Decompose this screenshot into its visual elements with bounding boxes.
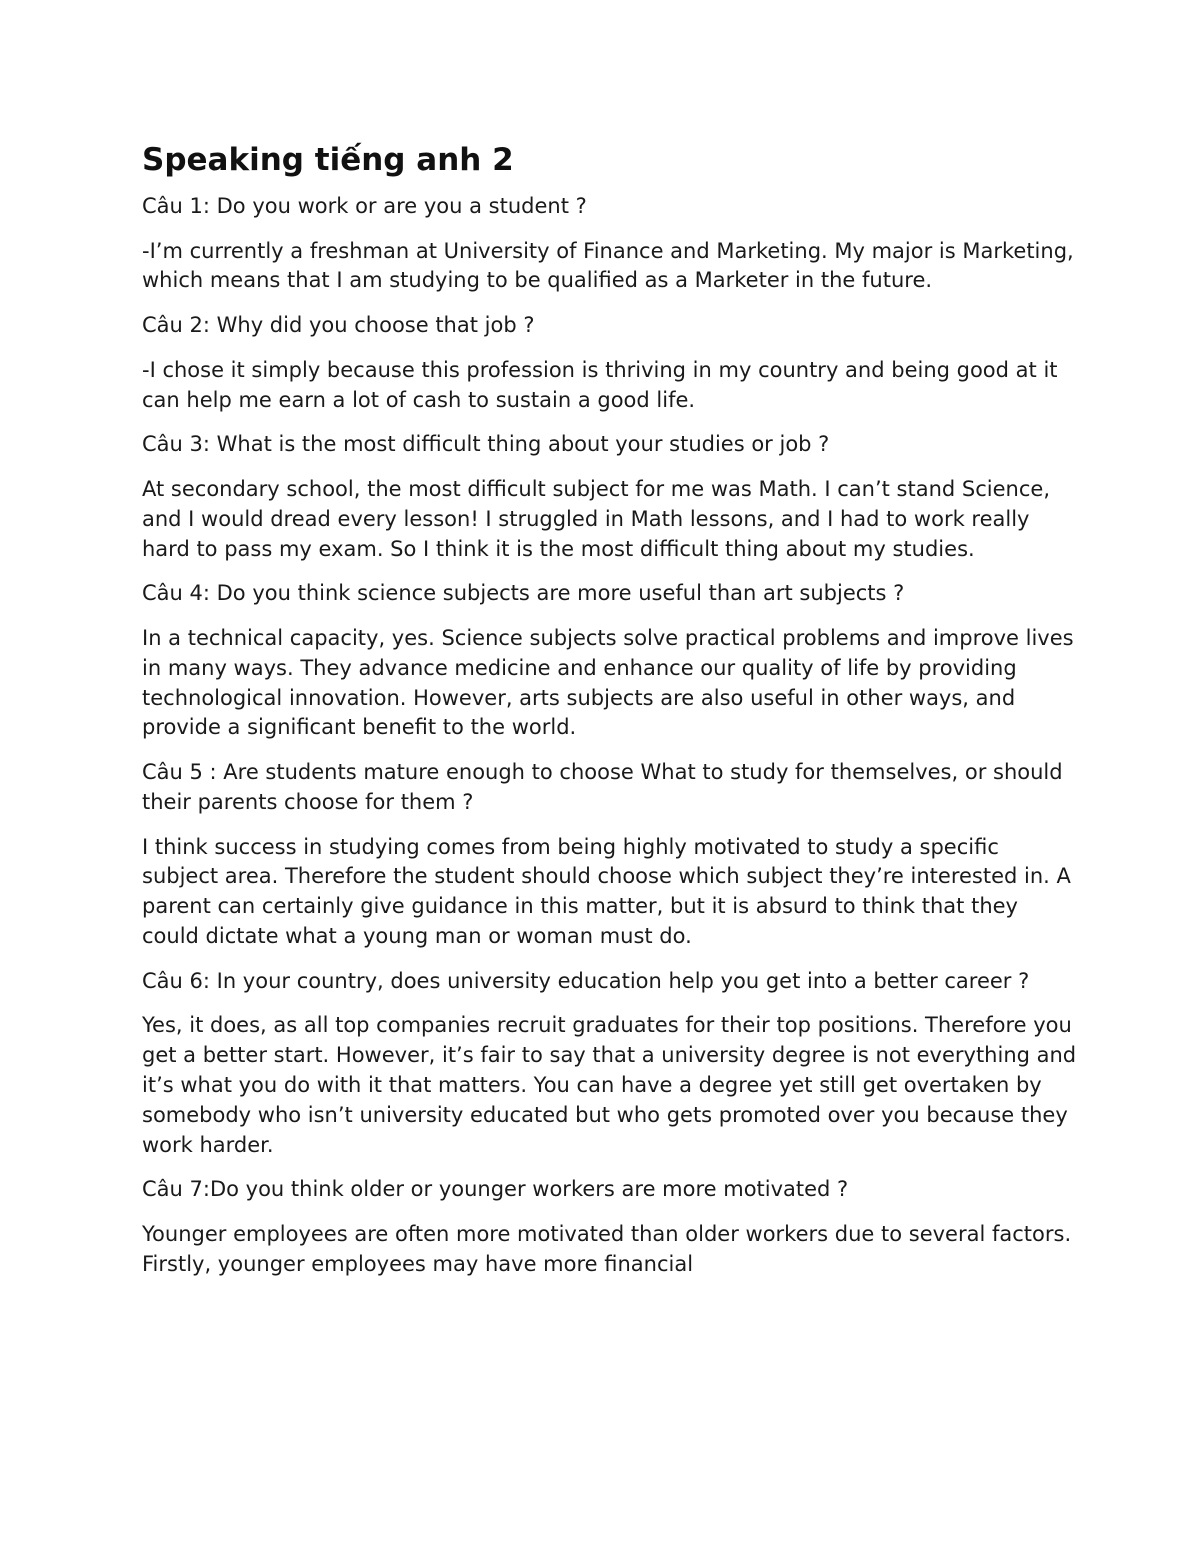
answer-2: -I chose it simply because this profession is thriving in my country and being good at it can help me earn a lot of cash to sustain a good life.: [142, 357, 1058, 412]
answer-6: Yes, it does, as all top companies recruit graduates for their top positions. Therefore you get a better start. However, it’s fair to say that a university degree is not everything and it’s what you do with it that matters. You can have a degree yet still get overtaken by somebody who isn’t university educated but who gets promoted over you because they work harder.: [142, 1013, 1077, 1157]
document-title: Speaking tiếng anh 2: [142, 142, 514, 178]
question-1: Câu 1: Do you work or are you a student ?: [142, 194, 587, 218]
answer-3: At secondary school, the most difficult subject for me was Math. I can’t stand Science, and I would dread every lesson! I struggled in Math lessons, and I had to work really hard to pass my exam. So I think it is the most difficult thing about my studies.: [142, 477, 1050, 561]
answer-4: In a technical capacity, yes. Science subjects solve practical problems and improve lives in many ways. They advance medicine and enhance our quality of life by providing technological innovation. However, arts subjects are also useful in other ways, and provide a significant benefit to the world.: [142, 626, 1074, 740]
document-page: [142, 138, 1077, 1294]
question-5: Câu 5 : Are students mature enough to choose What to study for themselves, or should their parents choose for them ?: [142, 760, 1063, 814]
answer-7: Younger employees are often more motivated than older workers due to several factors. Firstly, younger employees may have more financial: [142, 1221, 1072, 1276]
question-7: Câu 7:Do you think older or younger workers are more motivated ?: [142, 1177, 849, 1202]
question-6: Câu 6: In your country, does university education help you get into a better career ?: [142, 968, 1030, 993]
question-4: Câu 4: Do you think science subjects are more useful than art subjects ?: [142, 581, 905, 606]
answer-5: I think success in studying comes from being highly motivated to study a specific subject area. Therefore the student should choose which subject they’re interested in. A parent can certainly give guidance in this matter, but it is absurd to think that they could dictate what a young man or woman must do.: [142, 834, 1071, 948]
answer-1: -I’m currently a freshman at University of Finance and Marketing. My major is Marketing, which means that I am studying to be qualified as a Marketer in the future.: [142, 238, 1074, 293]
question-2: Câu 2: Why did you choose that job ?: [142, 313, 535, 338]
question-3: Câu 3: What is the most difficult thing about your studies or job ?: [142, 432, 830, 457]
